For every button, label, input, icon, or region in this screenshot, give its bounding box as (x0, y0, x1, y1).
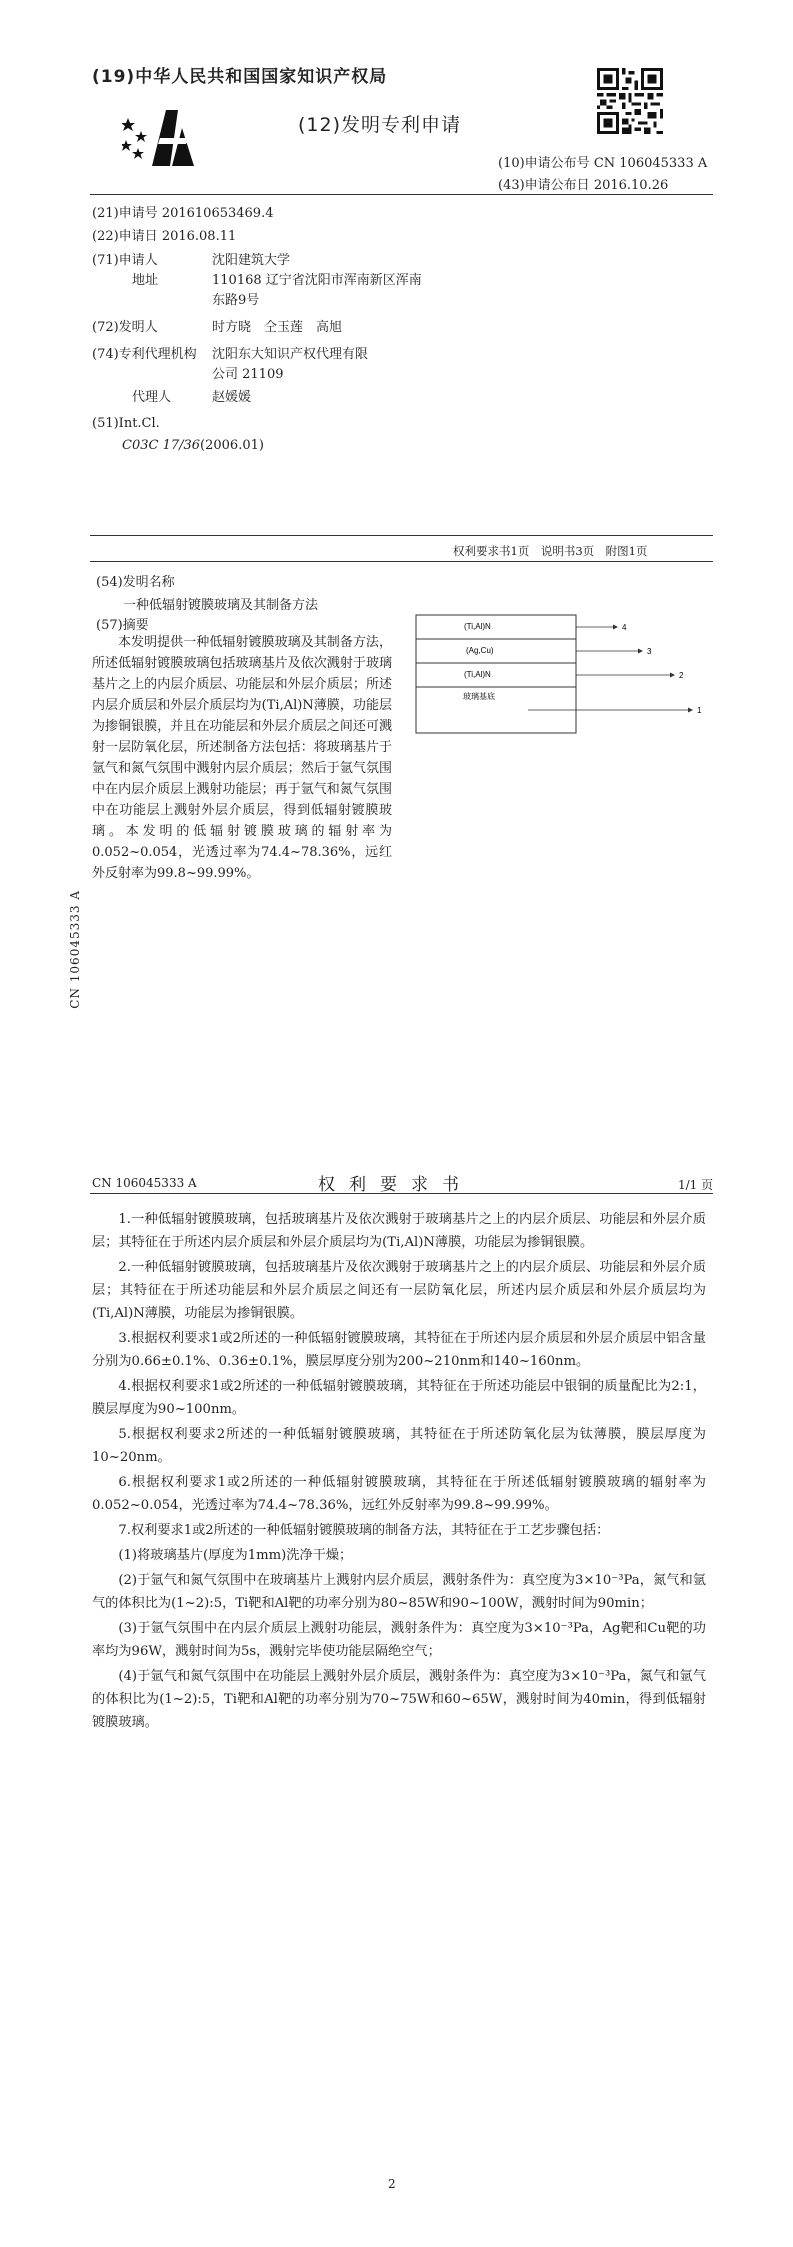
claim-5: 5.根据权利要求2所述的一种低辐射镀膜玻璃，其特征在于所述防氧化层为钛薄膜，膜层厚度为10~20nm。 (92, 1427, 706, 1465)
address-label: 地址 (132, 273, 159, 288)
layer-label-3: (Ti,Al)N (464, 670, 491, 679)
claims-body (92, 1208, 706, 1736)
claims-header-title: 权利要求书 (318, 1175, 473, 1195)
claim-3: 3.根据权利要求1或2所述的一种低辐射镀膜玻璃，其特征在于所述内层介质层和外层介质层中铝含量分别为0.66±0.1%、0.36±0.1%，膜层厚度分别为200~210nm和140~160nm。 (92, 1331, 706, 1369)
cnipa-logo (122, 108, 200, 170)
claims-header-page: 1/1 页 (678, 1178, 714, 1192)
layer-label-2: (Ag,Cu) (466, 646, 494, 655)
address-row (92, 271, 422, 291)
agent-row (92, 388, 251, 408)
publication-date: (43)申请公布日 2016.10.26 (498, 178, 669, 193)
abstract-text: 本发明提供一种低辐射镀膜玻璃及其制备方法，所述低辐射镀膜玻璃包括玻璃基片及依次溅射于玻璃基片之上的内层介质层、功能层和外层介质层；所述内层介质层和外层介质层均为(Ti,Al)N薄膜，功能层为掺铜银膜，并且在功能层和外层介质层之间还可溅射一层防氧化层，所述制备方法包括：将玻璃基片于氩气和氮气氛围中溅射内层介质层；然后于氩气氛围中在内层介质层上溅射功能层；再于氩气和氮气氛围中在功能层上溅射外层介质层，得到低辐射镀膜玻璃。本发明的低辐射镀膜玻璃的辐射率为0.052~0.054，光透过率为74.4~78.36%，远红外反射率为99.8~99.99%。 (92, 635, 392, 881)
counts-bottom-rule (90, 561, 713, 562)
applicant-name: 沈阳建筑大学 (212, 253, 291, 268)
abstract-label: (57)摘要 (96, 618, 149, 633)
agency-label: (74)专利代理机构 (92, 347, 197, 362)
intcl-label: (51)Int.Cl. (92, 416, 160, 431)
claim-1: 1.一种低辐射镀膜玻璃，包括玻璃基片及依次溅射于玻璃基片之上的内层介质层、功能层和外层介质层；其特征在于所述内层介质层和外层介质层均为(Ti,Al)N薄膜，功能层为掺铜银膜。 (92, 1212, 706, 1250)
invention-title: 一种低辐射镀膜玻璃及其制备方法 (123, 598, 319, 613)
application-date: (22)申请日 2016.08.11 (92, 229, 237, 244)
page-number: 2 (388, 2177, 396, 2191)
ref-numeral-2: 2 (679, 671, 684, 680)
qr-code-icon (597, 68, 663, 134)
applicant-label: (71)申请人 (92, 253, 158, 268)
layer-label-1: (Ti,Al)N (464, 622, 491, 631)
ref-numeral-3: 3 (647, 647, 652, 656)
claim-7-step-4: (4)于氩气和氮气氛围中在功能层上溅射外层介质层，溅射条件为：真空度为3×10⁻³Pa，氮气和氩气的体积比为(1~2):5，Ti靶和Al靶的功率分别为70~75W和60~65W，溅射时间为40min，得到低辐射镀膜玻璃。 (92, 1669, 706, 1730)
counts-top-rule (90, 535, 713, 536)
address-line-1: 110168 辽宁省沈阳市浑南新区浑南 (212, 273, 422, 288)
side-publication-number: CN 106045333 A (68, 890, 82, 1009)
intcl-code: C03C 17/36 (122, 438, 201, 453)
invention-title-label: (54)发明名称 (96, 575, 175, 590)
publication-number: (10)申请公布号 CN 106045333 A (498, 156, 708, 171)
claims-header-rule (90, 1193, 713, 1194)
intcl-row (122, 436, 264, 456)
agency-line-2: 公司 21109 (212, 367, 284, 382)
claim-6: 6.根据权利要求1或2所述的一种低辐射镀膜玻璃，其特征在于所述低辐射镀膜玻璃的辐射率为0.052~0.054，光透过率为74.4~78.36%，远红外反射率为99.8~99.99%。 (92, 1475, 706, 1513)
claim-7-step-3: (3)于氩气氛围中在内层介质层上溅射功能层，溅射条件为：真空度为3×10⁻³Pa，Ag靶和Cu靶的功率均为96W，溅射时间为5s，溅射完毕使功能层隔绝空气； (92, 1621, 706, 1659)
document-type: (12)发明专利申请 (298, 114, 462, 136)
page-counts: 权利要求书1页 说明书3页 附图1页 (453, 544, 648, 558)
layer-inner-dielectric (416, 663, 576, 687)
claim-7: 7.权利要求1或2所述的一种低辐射镀膜玻璃的制备方法，其特征在于工艺步骤包括： (118, 1523, 610, 1538)
address-line-2: 东路9号 (212, 293, 260, 308)
header-divider (90, 194, 713, 195)
inventors-names: 时方晓 仝玉莲 高旭 (212, 320, 343, 335)
application-number: (21)申请号 201610653469.4 (92, 206, 274, 221)
agency-row (92, 345, 368, 365)
claims-header-docnum: CN 106045333 A (92, 1176, 197, 1190)
layer-outer-dielectric (416, 615, 576, 639)
agent-name: 赵媛媛 (212, 390, 252, 405)
claim-7-step-1: (1)将玻璃基片(厚度为1mm)洗净干燥； (118, 1548, 353, 1563)
inventors-label: (72)发明人 (92, 320, 158, 335)
layer-label-4: 玻璃基底 (463, 692, 495, 701)
claim-2: 2.一种低辐射镀膜玻璃，包括玻璃基片及依次溅射于玻璃基片之上的内层介质层、功能层和外层介质层；其特征在于所述功能层和外层介质层之间还有一层防氧化层，所述内层介质层和外层介质层均为(Ti,Al)N薄膜，功能层为掺铜银膜。 (92, 1260, 706, 1321)
claim-7-step-2: (2)于氩气和氮气氛围中在玻璃基片上溅射内层介质层，溅射条件为：真空度为3×10⁻³Pa，氮气和氩气的体积比为(1~2):5，Ti靶和Al靶的功率分别为80~85W和90~100W，溅射时间为90min； (92, 1573, 706, 1611)
ref-numeral-4: 4 (622, 623, 627, 632)
claim-4: 4.根据权利要求1或2所述的一种低辐射镀膜玻璃，其特征在于所述功能层中银铜的质量配比为2:1，膜层厚度为90~100nm。 (92, 1379, 706, 1417)
inventors-row (92, 318, 342, 338)
office-name: (19)中华人民共和国国家知识产权局 (92, 67, 388, 87)
applicant-row (92, 251, 290, 271)
agency-line-1: 沈阳东大知识产权代理有限 (212, 347, 369, 362)
agent-label: 代理人 (132, 390, 172, 405)
intcl-date: (2006.01) (200, 438, 264, 453)
layer-functional (416, 639, 576, 663)
ref-numeral-1: 1 (697, 706, 702, 715)
layer-structure-figure (408, 613, 708, 743)
